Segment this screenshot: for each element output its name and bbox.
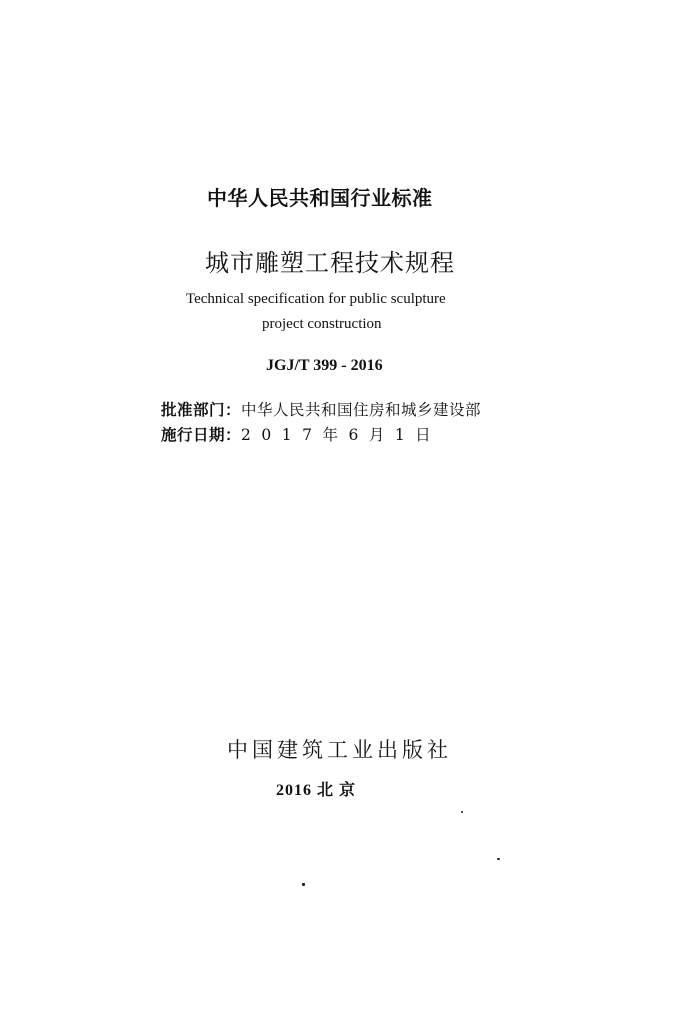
effective-date-row xyxy=(161,423,441,445)
publisher-name: 中国建筑工业出版社 xyxy=(227,738,452,762)
effective-date-label: 施行日期： xyxy=(161,425,242,444)
standard-code: JGJ/T 399 - 2016 xyxy=(266,357,383,374)
title-chinese: 城市雕塑工程技术规程 xyxy=(205,249,455,277)
title-english-line1: Technical specification for public sculpture xyxy=(186,291,446,307)
scan-speck xyxy=(497,858,500,860)
standard-category: 中华人民共和国行业标准 xyxy=(207,186,433,210)
approval-value: 中华人民共和国住房和城乡建设部 xyxy=(241,401,482,419)
approval-label: 批准部门： xyxy=(161,400,242,419)
scan-speck xyxy=(302,883,305,886)
scan-speck xyxy=(461,811,463,813)
approval-row xyxy=(161,398,481,420)
title-english-line2: project construction xyxy=(262,316,382,332)
publication-year-place: 2016 北 京 xyxy=(276,782,357,799)
effective-date-value: 2017年6月1日 xyxy=(241,426,442,444)
